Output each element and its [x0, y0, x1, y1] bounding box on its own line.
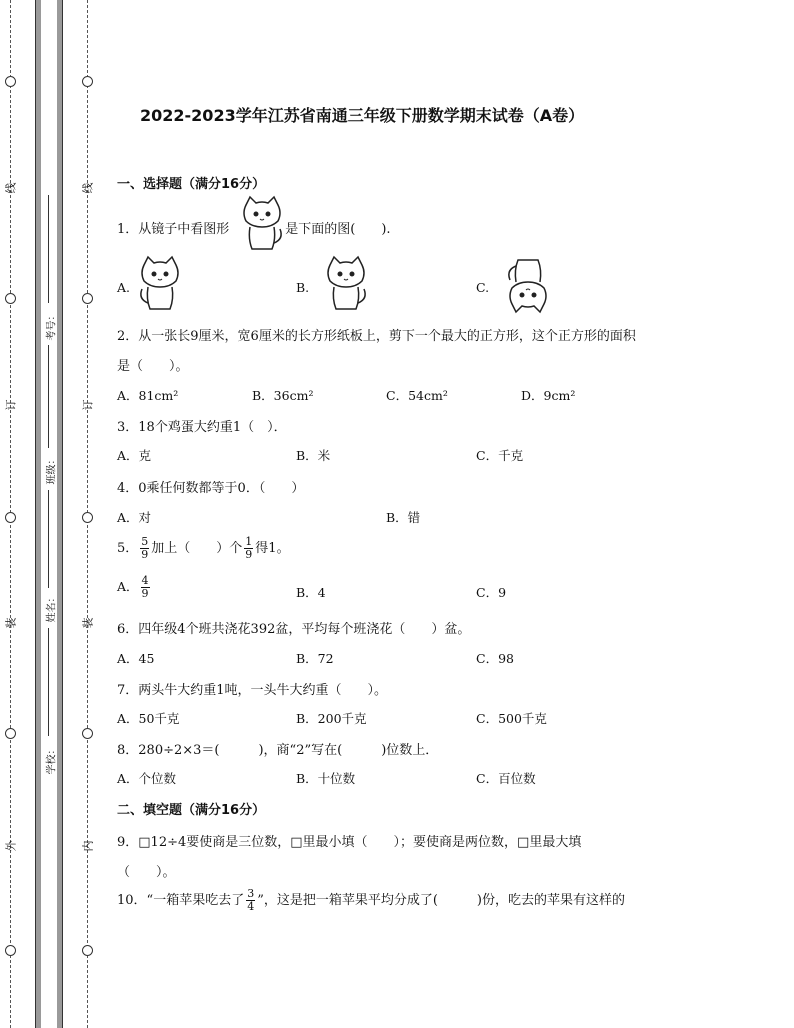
fraction-numerator: 1	[245, 535, 253, 548]
question-5	[117, 536, 290, 561]
punch-hole-icon	[5, 76, 16, 87]
cat-option-a-icon	[136, 255, 184, 313]
question-5-end: 得1。	[255, 541, 290, 556]
page-title: 2022-2023学年江苏省南通三年级下册数学期末试卷（A卷）	[140, 106, 585, 125]
school-line	[48, 628, 49, 736]
outer-cut-char: 订	[4, 399, 18, 411]
fraction-numerator: 3	[247, 887, 255, 900]
school-label: 学校：	[46, 744, 58, 775]
question-5-option-c[interactable]: C．9	[476, 585, 507, 600]
punch-hole-icon	[5, 945, 16, 956]
question-2-option-b[interactable]: B．36cm²	[252, 388, 314, 403]
section-heading-fill: 二、填空题（满分16分）	[117, 803, 266, 818]
question-10-end: ”，这是把一箱苹果平均分成了( )份，吃去的苹果有这样的	[257, 893, 625, 908]
question-6-option-b[interactable]: B．72	[296, 651, 334, 666]
question-2-line-1: 2．从一张长9厘米，宽6厘米的长方形纸板上，剪下一个最大的正方形，这个正方形的面积	[117, 329, 636, 344]
question-7-option-c[interactable]: C．500千克	[476, 711, 547, 726]
cat-option-b-icon	[322, 255, 370, 313]
question-5-option-b[interactable]: B．4	[296, 585, 326, 600]
question-5-middle: 加上（ ）个	[151, 541, 243, 556]
fraction-numerator: 4	[141, 574, 149, 587]
fraction-five-ninths	[140, 536, 149, 561]
question-9-line-1: 9．□12÷4要使商是三位数，□里最小填（ ）；要使商是两位数，□里最大填	[117, 835, 582, 850]
punch-hole-icon	[82, 293, 93, 304]
question-5-option-a[interactable]	[117, 575, 152, 600]
exam-number-line	[48, 195, 49, 303]
question-1-option-a[interactable]: A.	[117, 280, 131, 295]
question-4-option-b[interactable]: B．错	[386, 510, 421, 525]
question-4: 4．0乘任何数都等于0．（ ）	[117, 481, 305, 496]
question-1-text: 1．从镜子中看图形	[117, 222, 230, 237]
name-label: 姓名：	[46, 592, 58, 623]
question-3-option-b[interactable]: B．米	[296, 448, 331, 463]
question-1-text-end: 是下面的图( ).	[285, 222, 391, 237]
option-label: A．	[117, 579, 139, 594]
binding-margin	[0, 0, 100, 1028]
question-7-option-a[interactable]: A．50千克	[117, 711, 180, 726]
inner-cut-char: 线	[81, 182, 95, 194]
inner-cut-char: 内	[81, 840, 95, 852]
punch-hole-icon	[5, 728, 16, 739]
fraction-numerator: 5	[141, 535, 149, 548]
question-8-option-a[interactable]: A．个位数	[117, 771, 177, 786]
question-8: 8．280÷2×3＝( )，商“2”写在( )位数上．	[117, 743, 439, 758]
outer-cut-char: 装	[4, 617, 18, 629]
question-5-number: 5．	[117, 541, 139, 556]
question-6: 6．四年级4个班共浇花392盆，平均每个班浇花（ ）盆。	[117, 622, 471, 637]
question-7-option-b[interactable]: B．200千克	[296, 711, 367, 726]
question-6-option-c[interactable]: C．98	[476, 651, 514, 666]
fraction-denominator: 9	[141, 548, 149, 561]
cat-figure-icon	[238, 195, 286, 253]
question-3-option-c[interactable]: C．千克	[476, 448, 524, 463]
question-4-option-a[interactable]: A．对	[117, 510, 152, 525]
question-1-option-c[interactable]: C.	[476, 280, 490, 295]
question-10	[117, 888, 625, 913]
punch-hole-icon	[82, 945, 93, 956]
punch-hole-icon	[82, 512, 93, 523]
question-7: 7．两头牛大约重1吨，一头牛大约重（ ）。	[117, 683, 388, 698]
question-2-line-2: 是（ ）。	[117, 359, 189, 374]
fraction-one-ninth	[244, 536, 253, 561]
cat-option-c-icon	[502, 258, 554, 314]
class-line	[48, 345, 49, 448]
question-10-start: 10．“一箱苹果吃去了	[117, 893, 245, 908]
fraction-four-ninths	[141, 575, 150, 600]
inner-cut-char: 订	[81, 399, 95, 411]
question-1-option-b[interactable]: B.	[296, 280, 310, 295]
section-heading-choice: 一、选择题（满分16分）	[117, 177, 266, 192]
inner-cut-char: 装	[81, 617, 95, 629]
fraction-denominator: 9	[141, 587, 149, 600]
question-8-option-c[interactable]: C．百位数	[476, 771, 536, 786]
question-2-option-d[interactable]: D．9cm²	[521, 388, 576, 403]
question-3: 3．18个鸡蛋大约重1（ ）．	[117, 420, 287, 435]
class-label: 班级：	[46, 454, 58, 485]
fraction-three-quarters	[246, 888, 255, 913]
outer-cut-char: 外	[4, 840, 18, 852]
punch-hole-icon	[82, 728, 93, 739]
question-8-option-b[interactable]: B．十位数	[296, 771, 356, 786]
fraction-denominator: 4	[247, 900, 255, 913]
punch-hole-icon	[82, 76, 93, 87]
punch-hole-icon	[5, 512, 16, 523]
exam-number-label: 考号：	[46, 310, 58, 341]
fraction-denominator: 9	[245, 548, 253, 561]
question-9-line-2: （ ）。	[117, 865, 176, 880]
question-3-option-a[interactable]: A．克	[117, 448, 152, 463]
punch-hole-icon	[5, 293, 16, 304]
outer-cut-char: 线	[4, 182, 18, 194]
question-6-option-a[interactable]: A．45	[117, 651, 155, 666]
binding-strip	[41, 0, 57, 1028]
question-2-option-c[interactable]: C．54cm²	[386, 388, 448, 403]
name-line	[48, 490, 49, 588]
question-2-option-a[interactable]: A．81cm²	[117, 388, 179, 403]
